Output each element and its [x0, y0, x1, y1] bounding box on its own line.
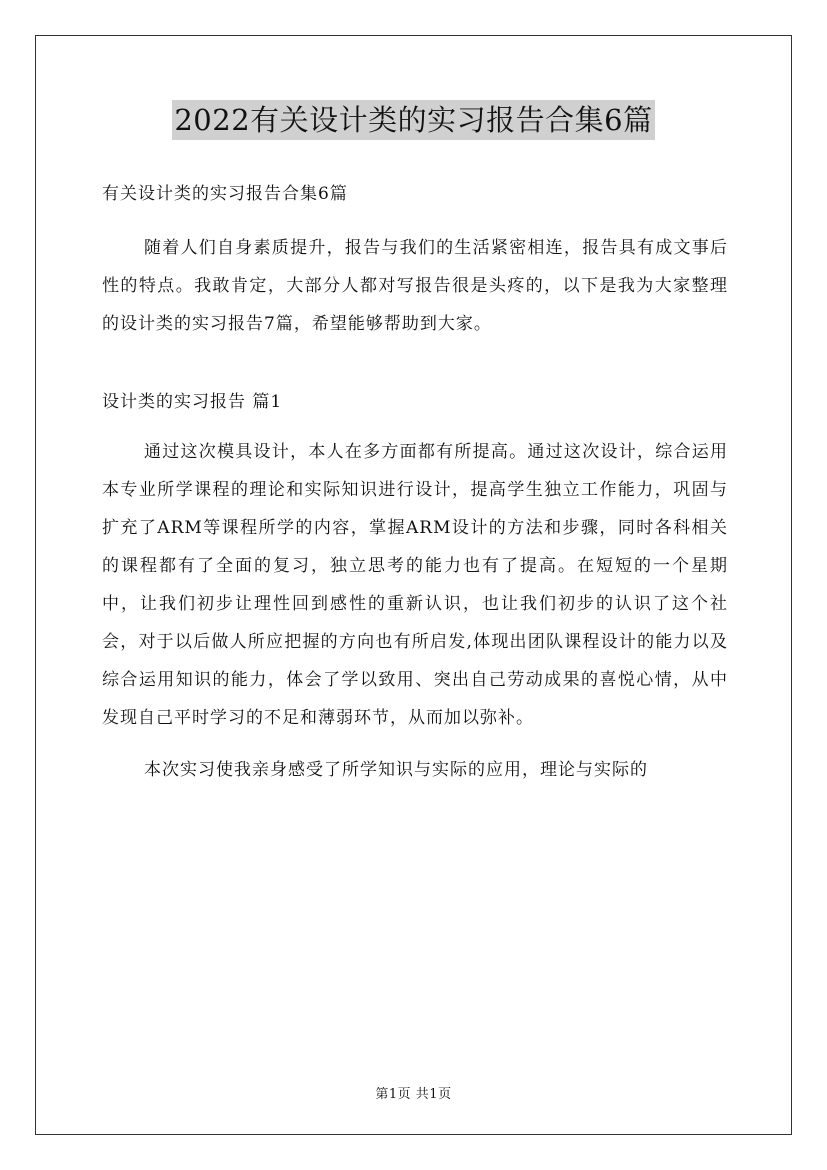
- intro-paragraph: 随着人们自身素质提升，报告与我们的生活紧密相连，报告具有成文事后性的特点。我敢肯定，大部分人都对写报告很是头疼的，以下是我为大家整理的设计类的实习报告7篇，希望能够帮助到大家。: [102, 238, 728, 334]
- document-title: 2022有关设计类的实习报告合集6篇: [172, 100, 654, 140]
- section-heading: 设计类的实习报告 篇1: [102, 392, 283, 412]
- document-body: [102, 175, 728, 789]
- page-footer: 第1页 共1页: [375, 1087, 452, 1102]
- body-paragraph: 通过这次模具设计，本人在多方面都有所提高。通过这次设计，综合运用本专业所学课程的理论和实际知识进行设计，提高学生独立工作能力，巩固与扩充了ARM等课程所学的内容，掌握ARM设计的方法和步骤，同时各科相关的课程都有了全面的复习，独立思考的能力也有了提高。在短短的一个星期中，让我们初步让理性回到感性的重新认识，也让我们初步的认识了这个社会，对于以后做人所应把握的方向也有所启发,体现出团队课程设计的能力以及综合运用知识的能力，体会了学以致用、突出自己劳动成果的喜悦心情，从中发现自己平时学习的不足和薄弱环节，从而加以弥补。: [102, 442, 728, 728]
- section-spacer: [102, 343, 728, 383]
- document-subtitle: 有关设计类的实习报告合集6篇: [102, 184, 348, 204]
- title-container: [0, 100, 827, 140]
- body-paragraph: 本次实习使我亲身感受了所学知识与实际的应用，理论与实际的: [144, 760, 648, 780]
